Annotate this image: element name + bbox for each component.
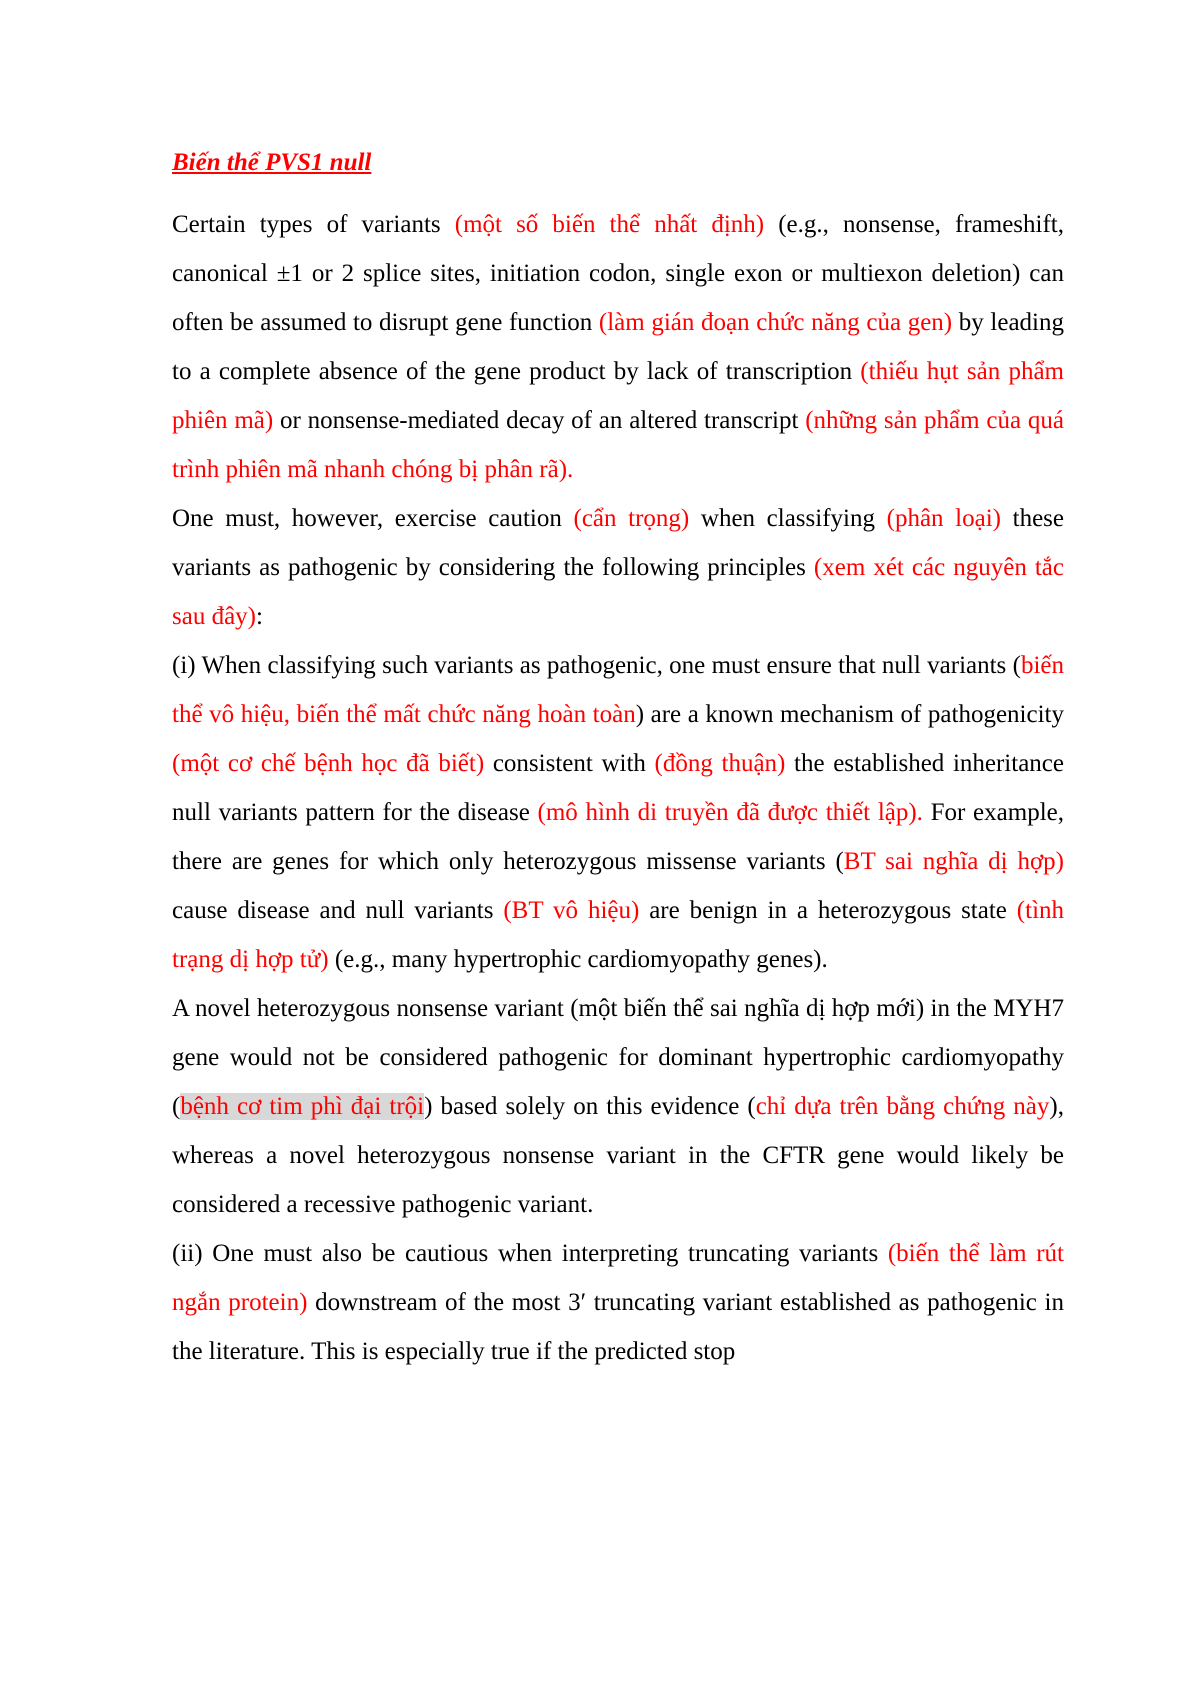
vietnamese-annotation: (BT vô hiệu): [503, 897, 640, 924]
text-run: when classifying: [689, 505, 887, 532]
vietnamese-annotation: (những sản phẩm của quá trình phiên mã nhanh chóng bị phân rã).: [172, 407, 1064, 483]
text-run: For example, there are genes for which only heterozygous missense variants (: [172, 799, 1064, 875]
text-run: ), whereas a novel heterozygous nonsense variant in the CFTR gene would likely be considered a recessive pathogenic variant.: [172, 1093, 1064, 1218]
text-run: consistent with: [484, 750, 655, 777]
text-run: ) are a known mechanism of pathogenicity: [635, 701, 1064, 728]
text-run: One must, however, exercise caution: [172, 505, 574, 532]
text-run: these variants as pathogenic by considering the following principles: [172, 505, 1065, 581]
vietnamese-annotation: (biến thể làm rút ngắn protein): [172, 1240, 1065, 1316]
vietnamese-annotation: chỉ dựa trên bằng chứng này: [755, 1093, 1050, 1120]
vietnamese-annotation: (tình trạng dị hợp tử): [172, 897, 1065, 973]
text-run: by leading to a complete absence of the gene product by lack of transcription: [172, 309, 1064, 385]
paragraph: [172, 984, 1064, 1229]
vietnamese-annotation: (đồng thuận): [654, 750, 786, 777]
vietnamese-annotation: bệnh cơ tim phì đại trội: [180, 1093, 425, 1120]
vietnamese-annotation: (mô hình di truyền đã được thiết lập).: [537, 799, 923, 826]
text-run: (ii) One must also be cautious when interpreting truncating variants: [172, 1240, 888, 1267]
vietnamese-annotation: (cẩn trọng): [573, 505, 690, 532]
text-run: (i) When classifying such variants as pathogenic, one must ensure that null variants (: [172, 652, 1021, 679]
document-title: Biến thể PVS1 null: [172, 149, 372, 176]
text-run: A novel heterozygous nonsense variant (một biến thể sai nghĩa dị hợp mới) in the MYH7 gene would not be considered pathogenic for dominant hypertrophic cardiomyopathy (: [172, 995, 1064, 1120]
text-run: downstream of the most 3′ truncating variant established as pathogenic in the literature. This is especially true if the predicted stop: [172, 1289, 1065, 1365]
text-run: or nonsense-mediated decay of an altered transcript: [273, 407, 806, 434]
text-run: :: [256, 603, 263, 630]
vietnamese-annotation: (làm gián đoạn chức năng của gen): [598, 309, 953, 336]
vietnamese-annotation: (thiếu hụt sản phẩm phiên mã): [172, 358, 1064, 434]
vietnamese-annotation: (một cơ chế bệnh học đã biết): [172, 750, 485, 777]
text-run: Certain types of variants: [172, 211, 455, 238]
paragraph: [172, 494, 1064, 641]
paragraph: [172, 1229, 1064, 1376]
vietnamese-annotation: biến thể vô hiệu, biến thể mất chức năng hoàn toàn: [172, 652, 1064, 728]
paragraph: [172, 200, 1064, 494]
paragraph: [172, 641, 1064, 984]
text-run: cause disease and null variants: [172, 897, 504, 924]
document-body: [172, 200, 1064, 1376]
vietnamese-annotation: (phân loại): [886, 505, 1001, 532]
text-run: (e.g., nonsense, frameshift, canonical ±1 or 2 splice sites, initiation codon, single exon or multiexon deletion) can often be assumed to disrupt gene function: [172, 211, 1064, 336]
vietnamese-annotation: BT sai nghĩa dị hợp): [843, 848, 1064, 875]
text-run: are benign in a heterozygous state: [639, 897, 1017, 924]
vietnamese-annotation: (một số biến thể nhất định): [454, 211, 765, 238]
vietnamese-annotation: (xem xét các nguyên tắc sau đây): [172, 554, 1064, 630]
text-run: (e.g., many hypertrophic cardiomyopathy genes).: [328, 946, 828, 973]
text-run: ) based solely on this evidence (: [424, 1093, 756, 1120]
text-run: the established inheritance null variants pattern for the disease: [172, 750, 1064, 826]
